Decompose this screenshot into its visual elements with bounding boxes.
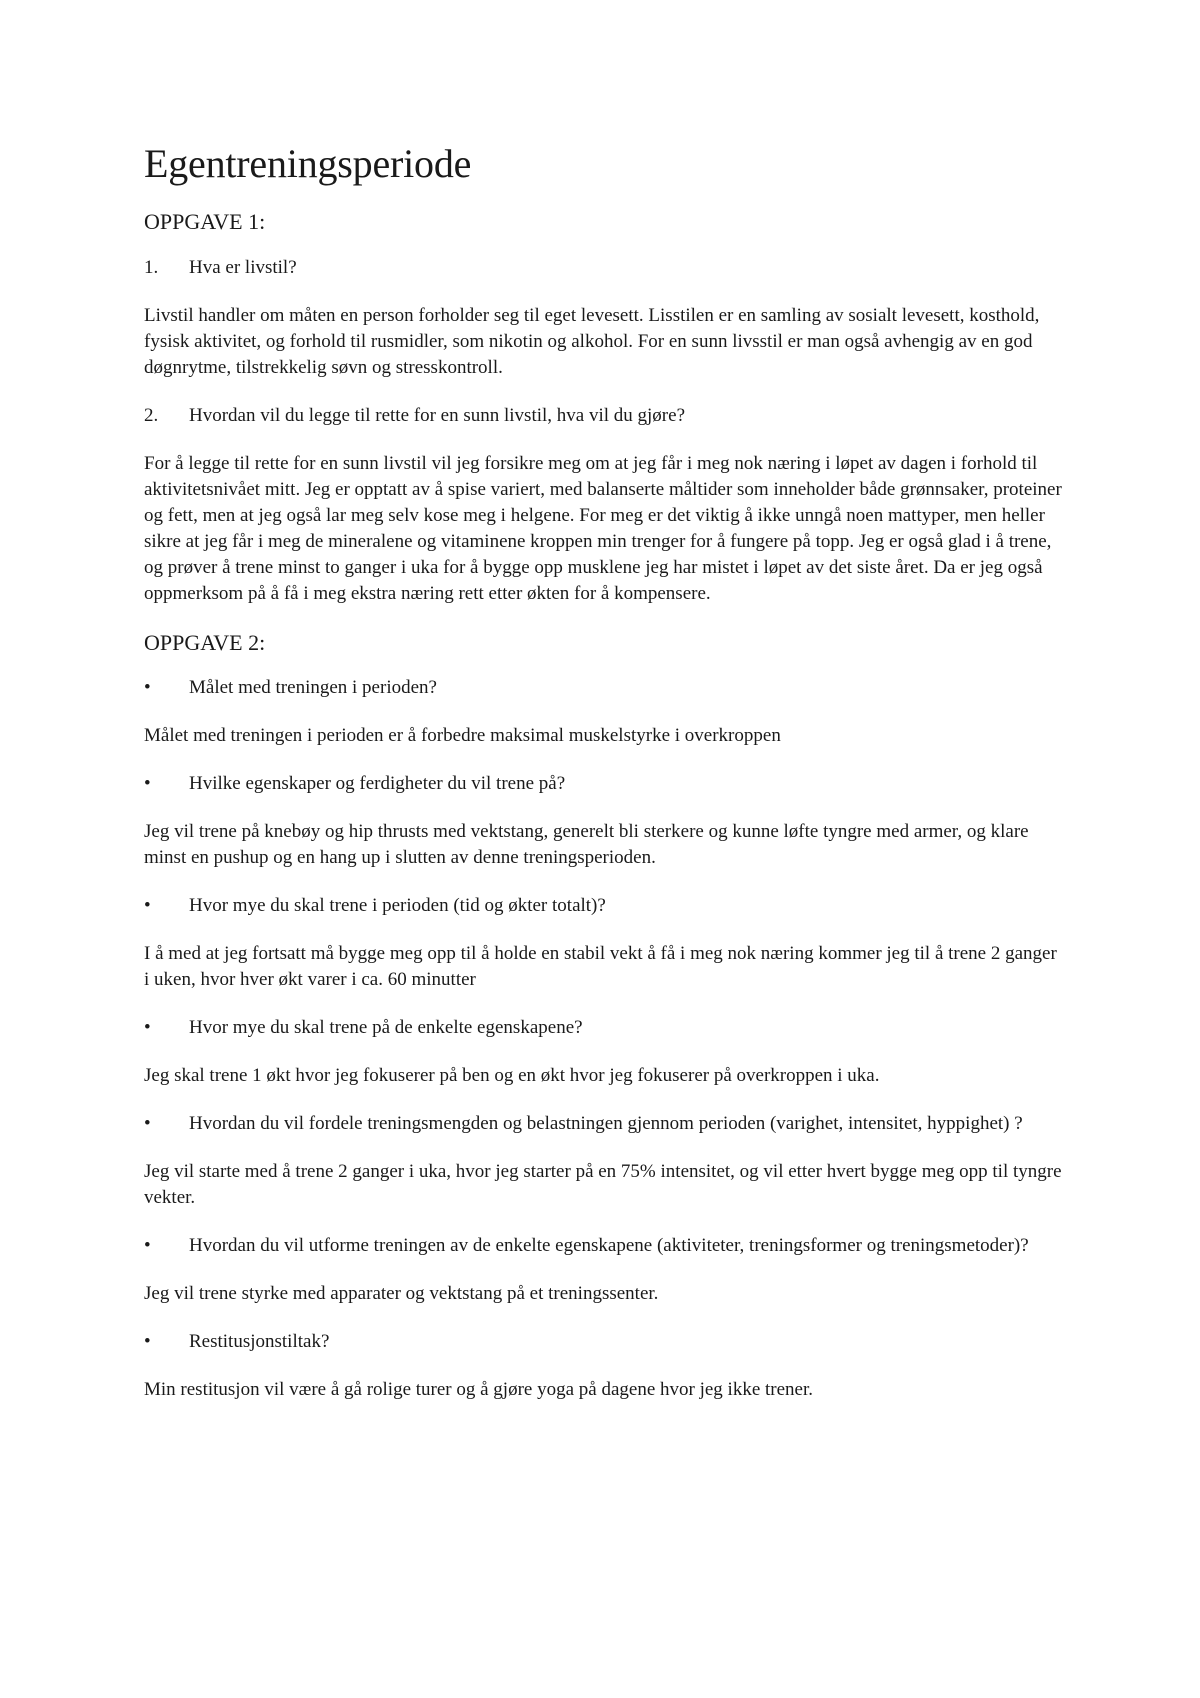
document-title: Egentreningsperiode bbox=[144, 141, 472, 186]
bullet-icon: • bbox=[144, 1113, 151, 1135]
section-heading-oppgave-2: OPPGAVE 2: bbox=[144, 629, 266, 655]
answer-2: For å legge til rette for en sunn livstil vil jeg forsikre meg om at jeg får i meg nok næring i løpet av dagen i forhold til aktivitetsnivået mitt. Jeg er opptatt av å spise variert, med balanserte måltider som inneholder både grønnsaker, proteiner og fett, men at jeg også lar meg selv kose meg i helgene. For meg er det viktig å ikke unngå noen mattyper, men heller sikre at jeg får i meg de mineralene og vitaminene kroppen min trenger for å fungere på topp. Jeg er også glad i å trene, og prøver å trene minst to ganger i uka for å bygge opp musklene jeg har mistet i løpet av det siste året. Da er jeg også oppmerksom på å få i meg ekstra næring rett etter økten for å kompensere. bbox=[144, 452, 1062, 604]
answer-text: Jeg skal trene 1 økt hvor jeg fokuserer på ben og en økt hvor jeg fokuserer på overkroppen i uka. bbox=[144, 1065, 880, 1087]
list-number: 2. bbox=[144, 404, 159, 426]
question-1 bbox=[144, 255, 1064, 281]
question-text: Hvordan vil du legge til rette for en sunn livstil, hva vil du gjøre? bbox=[189, 404, 686, 426]
question-2 bbox=[144, 403, 1064, 429]
answer-text: Min restitusjon vil være å gå rolige turer og å gjøre yoga på dagene hvor jeg ikke trener. bbox=[144, 1379, 814, 1401]
document-page bbox=[144, 140, 1064, 1425]
question-text: Hvordan du vil fordele treningsmengden og belastningen gjennom perioden (varighet, intensitet, hyppighet) ? bbox=[189, 1113, 1023, 1135]
question-text: Hvilke egenskaper og ferdigheter du vil trene på? bbox=[189, 773, 566, 795]
bullet-icon: • bbox=[144, 1331, 151, 1353]
question-text: Hva er livstil? bbox=[189, 256, 297, 278]
answer-text: Jeg vil trene på knebøy og hip thrusts med vektstang, generelt bli sterkere og kunne løfte tyngre med armer, og klare minst en pushup og en hang up i slutten av denne treningsperioden. bbox=[144, 821, 1029, 869]
question-text: Restitusjonstiltak? bbox=[189, 1331, 330, 1353]
question-text: Målet med treningen i perioden? bbox=[189, 677, 437, 699]
answer-text: Jeg vil trene styrke med apparater og vektstang på et treningssenter. bbox=[144, 1283, 659, 1305]
bullet-question bbox=[144, 1111, 1064, 1137]
bullet-question bbox=[144, 771, 1064, 797]
bullet-icon: • bbox=[144, 773, 151, 795]
bullet-icon: • bbox=[144, 1017, 151, 1039]
question-text: Hvor mye du skal trene på de enkelte egenskapene? bbox=[189, 1017, 583, 1039]
bullet-icon: • bbox=[144, 1235, 151, 1257]
answer-text: I å med at jeg fortsatt må bygge meg opp til å holde en stabil vekt å få i meg nok næring kommer jeg til å trene 2 ganger i uken, hvor hver økt varer i ca. 60 minutter bbox=[144, 943, 1057, 991]
question-text: Hvordan du vil utforme treningen av de enkelte egenskapene (aktiviteter, treningsformer og treningsmetoder)? bbox=[189, 1235, 1029, 1257]
answer-text: Jeg vil starte med å trene 2 ganger i uka, hvor jeg starter på en 75% intensitet, og vil etter hvert bygge meg opp til tyngre vekter. bbox=[144, 1161, 1062, 1209]
answer-text: Målet med treningen i perioden er å forbedre maksimal muskelstyrke i overkroppen bbox=[144, 725, 781, 747]
bullet-icon: • bbox=[144, 677, 151, 699]
question-text: Hvor mye du skal trene i perioden (tid og økter totalt)? bbox=[189, 895, 606, 917]
bullet-question bbox=[144, 1015, 1064, 1041]
bullet-question bbox=[144, 1329, 1064, 1355]
answer-1: Livstil handler om måten en person forholder seg til eget levesett. Lisstilen er en samling av sosialt levesett, kosthold, fysisk aktivitet, og forhold til rusmidler, som nikotin og alkohol. For en sunn livsstil er man også avhengig av en god døgnrytme, tilstrekkelig søvn og stresskontroll. bbox=[144, 304, 1040, 378]
bullet-question bbox=[144, 675, 1064, 701]
section-heading-oppgave-1: OPPGAVE 1: bbox=[144, 209, 266, 234]
list-number: 1. bbox=[144, 256, 159, 278]
bullet-question bbox=[144, 893, 1064, 919]
bullet-question bbox=[144, 1233, 1064, 1259]
bullet-icon: • bbox=[144, 895, 151, 917]
